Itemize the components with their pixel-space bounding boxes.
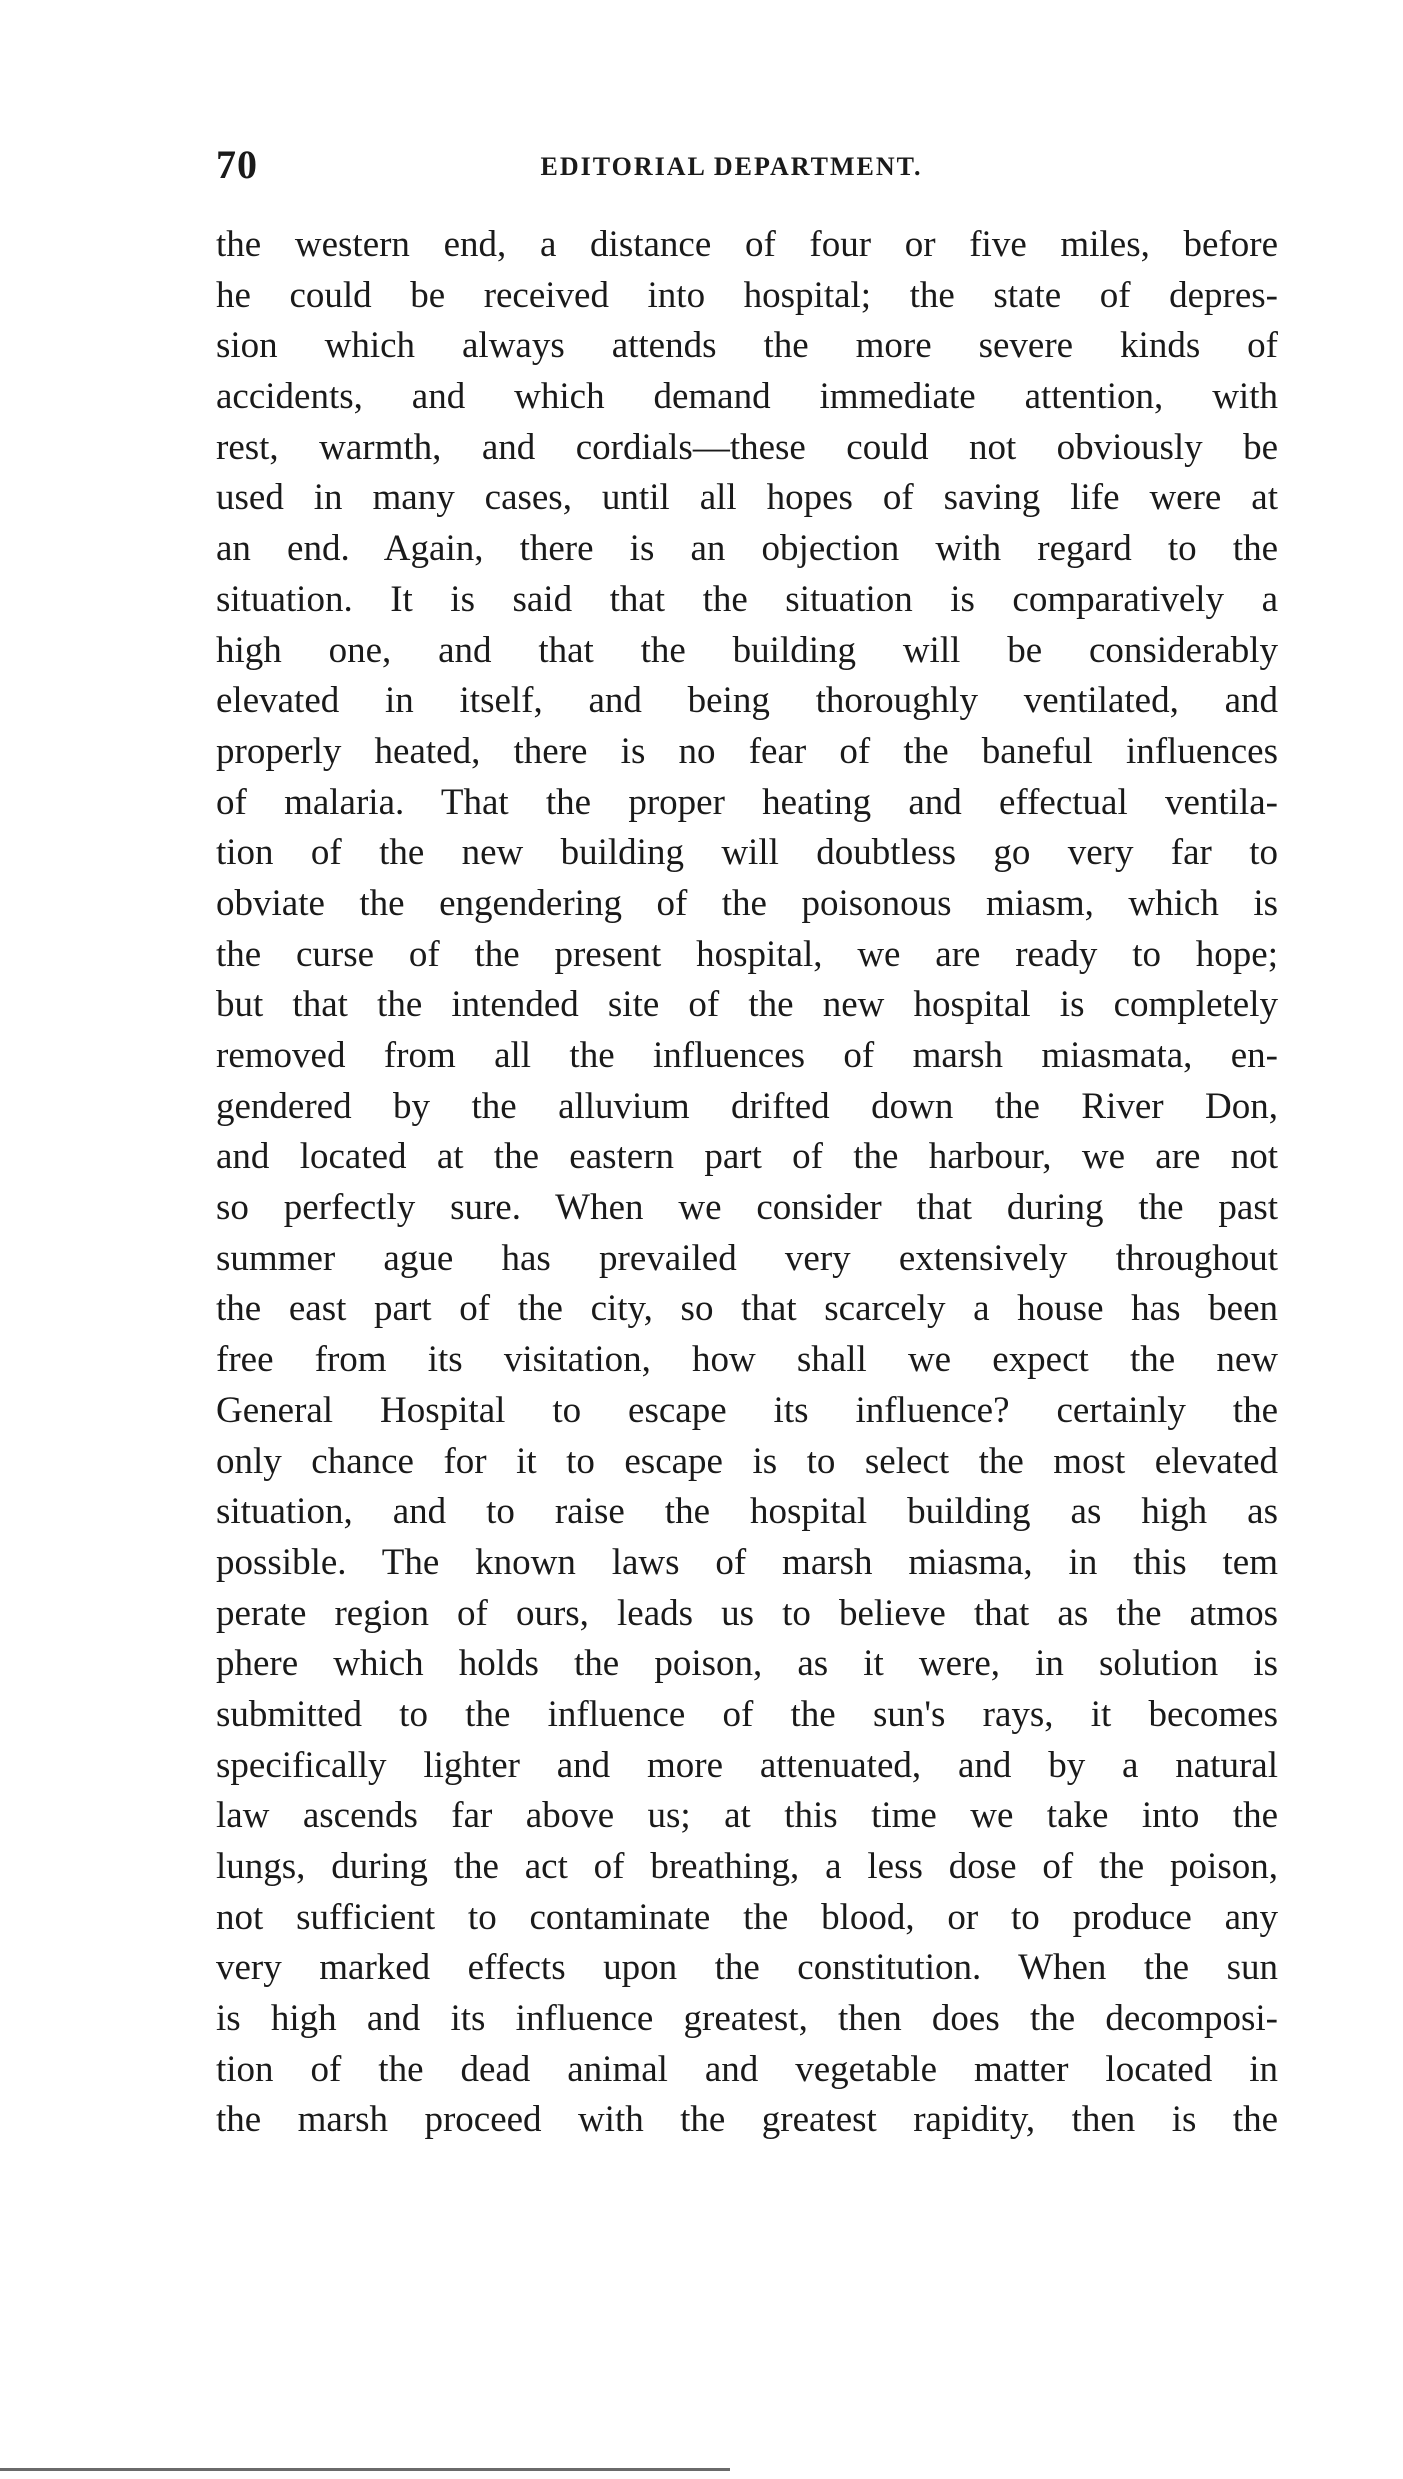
- text-line: is high and its influence greatest, then does the decomposi-: [216, 1998, 1278, 2040]
- text-line: not sufficient to contaminate the blood, or to produce any: [216, 1896, 1278, 1938]
- text-line: properly heated, there is no fear of the baneful influences: [216, 730, 1278, 772]
- bottom-rule: [0, 2468, 730, 2471]
- page-number: 70: [216, 142, 258, 187]
- running-head-text: EDITORIAL DEPARTMENT.: [540, 152, 923, 181]
- text-line: he could be received into hospital; the state of depres-: [216, 274, 1278, 316]
- text-line: sion which always attends the more severe kinds of: [216, 325, 1278, 367]
- text-line: free from its visitation, how shall we expect the new: [216, 1339, 1278, 1381]
- running-head: [0, 145, 1403, 189]
- text-line: removed from all the influences of marsh miasmata, en-: [216, 1035, 1278, 1076]
- text-line: specifically lighter and more attenuated, and by a natural: [216, 1744, 1278, 1786]
- text-line: high one, and that the building will be considerably: [216, 629, 1278, 671]
- text-line: obviate the engendering of the poisonous miasm, which is: [216, 882, 1278, 924]
- text-line: law ascends far above us; at this time we take into the: [216, 1795, 1278, 1837]
- body-text: [216, 220, 1278, 2146]
- text-line: possible. The known laws of marsh miasma, in this tem: [216, 1541, 1278, 1583]
- text-line: an end. Again, there is an objection with regard to the: [216, 528, 1278, 570]
- text-line: of malaria. That the proper heating and effectual ventila-: [216, 781, 1278, 823]
- text-line: used in many cases, until all hopes of saving life were at: [216, 477, 1278, 519]
- text-line: elevated in itself, and being thoroughly ventilated, and: [216, 680, 1278, 722]
- text-line: the marsh proceed with the greatest rapidity, then is the: [216, 2099, 1278, 2141]
- text-line: and located at the eastern part of the harbour, we are not: [216, 1136, 1278, 1178]
- text-line: summer ague has prevailed very extensively throughout: [216, 1237, 1278, 1279]
- text-line: phere which holds the poison, as it were, in solution is: [216, 1643, 1278, 1685]
- text-line: submitted to the influence of the sun's rays, it becomes: [216, 1693, 1278, 1735]
- text-line: tion of the dead animal and vegetable matter located in: [216, 2048, 1278, 2090]
- text-line: tion of the new building will doubtless go very far to: [216, 832, 1278, 874]
- text-line: accidents, and which demand immediate attention, with: [216, 376, 1278, 418]
- text-line: the curse of the present hospital, we are ready to hope;: [216, 933, 1278, 975]
- text-line: situation, and to raise the hospital building as high as: [216, 1491, 1278, 1533]
- text-line: gendered by the alluvium drifted down the River Don,: [216, 1085, 1278, 1127]
- text-line: situation. It is said that the situation is comparatively a: [216, 578, 1278, 620]
- text-line: perate region of ours, leads us to believe that as the atmos: [216, 1592, 1278, 1634]
- text-line: very marked effects upon the constitution. When the sun: [216, 1947, 1278, 1989]
- text-line: only chance for it to escape is to select the most elevated: [216, 1440, 1278, 1482]
- text-line: the western end, a distance of four or five miles, before: [216, 224, 1278, 265]
- text-line: rest, warmth, and cordials—these could not obviously be: [216, 426, 1278, 468]
- text-line: but that the intended site of the new hospital is completely: [216, 984, 1278, 1026]
- text-line: the east part of the city, so that scarcely a house has been: [216, 1288, 1278, 1330]
- text-line: so perfectly sure. When we consider that during the past: [216, 1187, 1278, 1229]
- text-line: General Hospital to escape its influence? certainly the: [216, 1389, 1278, 1431]
- text-line: lungs, during the act of breathing, a less dose of the poison,: [216, 1846, 1278, 1887]
